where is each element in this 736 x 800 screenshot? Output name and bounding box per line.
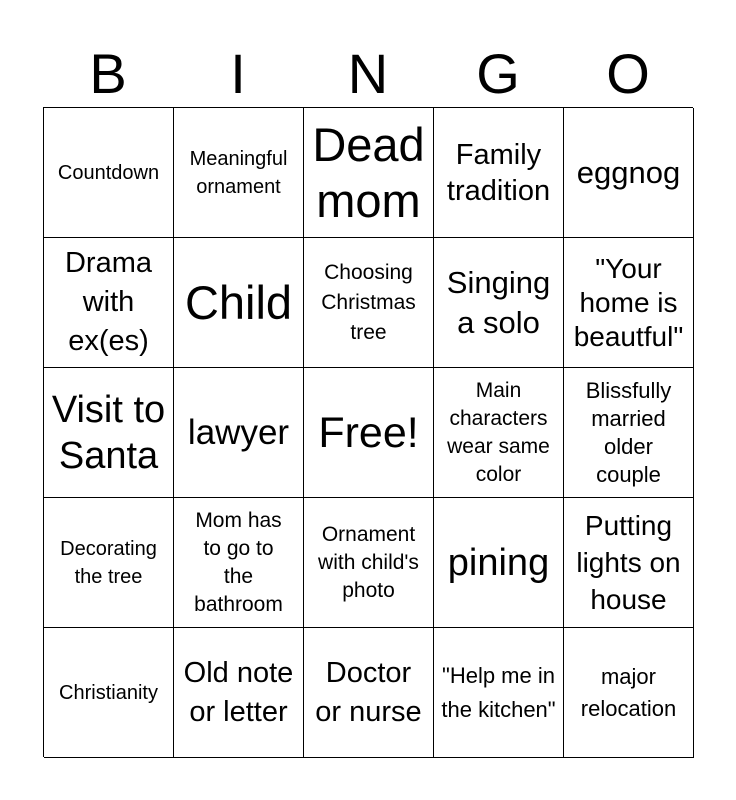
cell-text: Countdown — [57, 161, 160, 184]
cell-text: eggnog — [576, 154, 681, 190]
header-letter-n: N — [347, 42, 389, 105]
bingo-board — [43, 107, 693, 757]
cell-text: Family tradition — [446, 138, 551, 207]
cell-text: Old note or letter — [183, 656, 294, 728]
header-letter-b: B — [89, 42, 127, 105]
bingo-cell[interactable] — [564, 628, 694, 758]
cell-text: Doctor or nurse — [315, 656, 422, 728]
bingo-cell[interactable] — [174, 628, 304, 758]
bingo-cell[interactable] — [44, 628, 174, 758]
cell-text: lawyer — [187, 412, 290, 452]
bingo-cell[interactable] — [434, 238, 564, 368]
bingo-cell[interactable] — [564, 368, 694, 498]
cell-text: Putting lights on house — [576, 510, 681, 615]
cell-text: Mom has to go to the bathroom — [194, 508, 283, 616]
cell-text: Singing a solo — [446, 264, 551, 340]
bingo-cell[interactable] — [44, 238, 174, 368]
header-letter-i: I — [230, 42, 246, 105]
bingo-cell[interactable] — [304, 628, 434, 758]
cell-text: major relocation — [580, 663, 677, 721]
cell-text: Meaningful ornament — [189, 147, 288, 198]
header-letter-g: G — [476, 42, 520, 105]
cell-text: Drama with ex(es) — [64, 247, 152, 357]
cell-text: Dead mom — [312, 117, 425, 227]
bingo-cell[interactable] — [304, 108, 434, 238]
cell-text: Visit to Santa — [51, 388, 166, 477]
cell-text: Child — [184, 275, 293, 329]
bingo-cell[interactable] — [304, 238, 434, 368]
bingo-cell[interactable] — [564, 238, 694, 368]
bingo-cell[interactable] — [44, 498, 174, 628]
bingo-cell[interactable] — [174, 368, 304, 498]
bingo-cell[interactable] — [304, 498, 434, 628]
bingo-cell[interactable] — [174, 238, 304, 368]
cell-text: "Your home is beautful" — [573, 252, 684, 352]
bingo-cell[interactable] — [174, 498, 304, 628]
bingo-cell[interactable] — [434, 628, 564, 758]
cell-text: Choosing Christmas tree — [321, 260, 416, 344]
bingo-cell[interactable] — [44, 108, 174, 238]
bingo-cell[interactable] — [44, 368, 174, 498]
cell-text: Main characters wear same color — [447, 378, 550, 486]
bingo-header — [43, 40, 693, 108]
cell-text: pining — [447, 541, 550, 584]
bingo-cell[interactable] — [434, 498, 564, 628]
bingo-cell[interactable] — [304, 368, 434, 498]
cell-text: Christianity — [59, 681, 158, 704]
bingo-cell[interactable] — [564, 498, 694, 628]
cell-text: Ornament with child's photo — [318, 522, 419, 602]
cell-text: Free! — [318, 408, 419, 457]
cell-text: "Help me in the kitchen" — [441, 662, 556, 722]
bingo-cell[interactable] — [564, 108, 694, 238]
header-letter-o: O — [606, 42, 650, 105]
bingo-cell[interactable] — [434, 368, 564, 498]
bingo-cell[interactable] — [174, 108, 304, 238]
cell-text: Blissfully married older couple — [585, 377, 672, 487]
bingo-cell[interactable] — [434, 108, 564, 238]
cell-text: Decorating the tree — [60, 537, 157, 588]
